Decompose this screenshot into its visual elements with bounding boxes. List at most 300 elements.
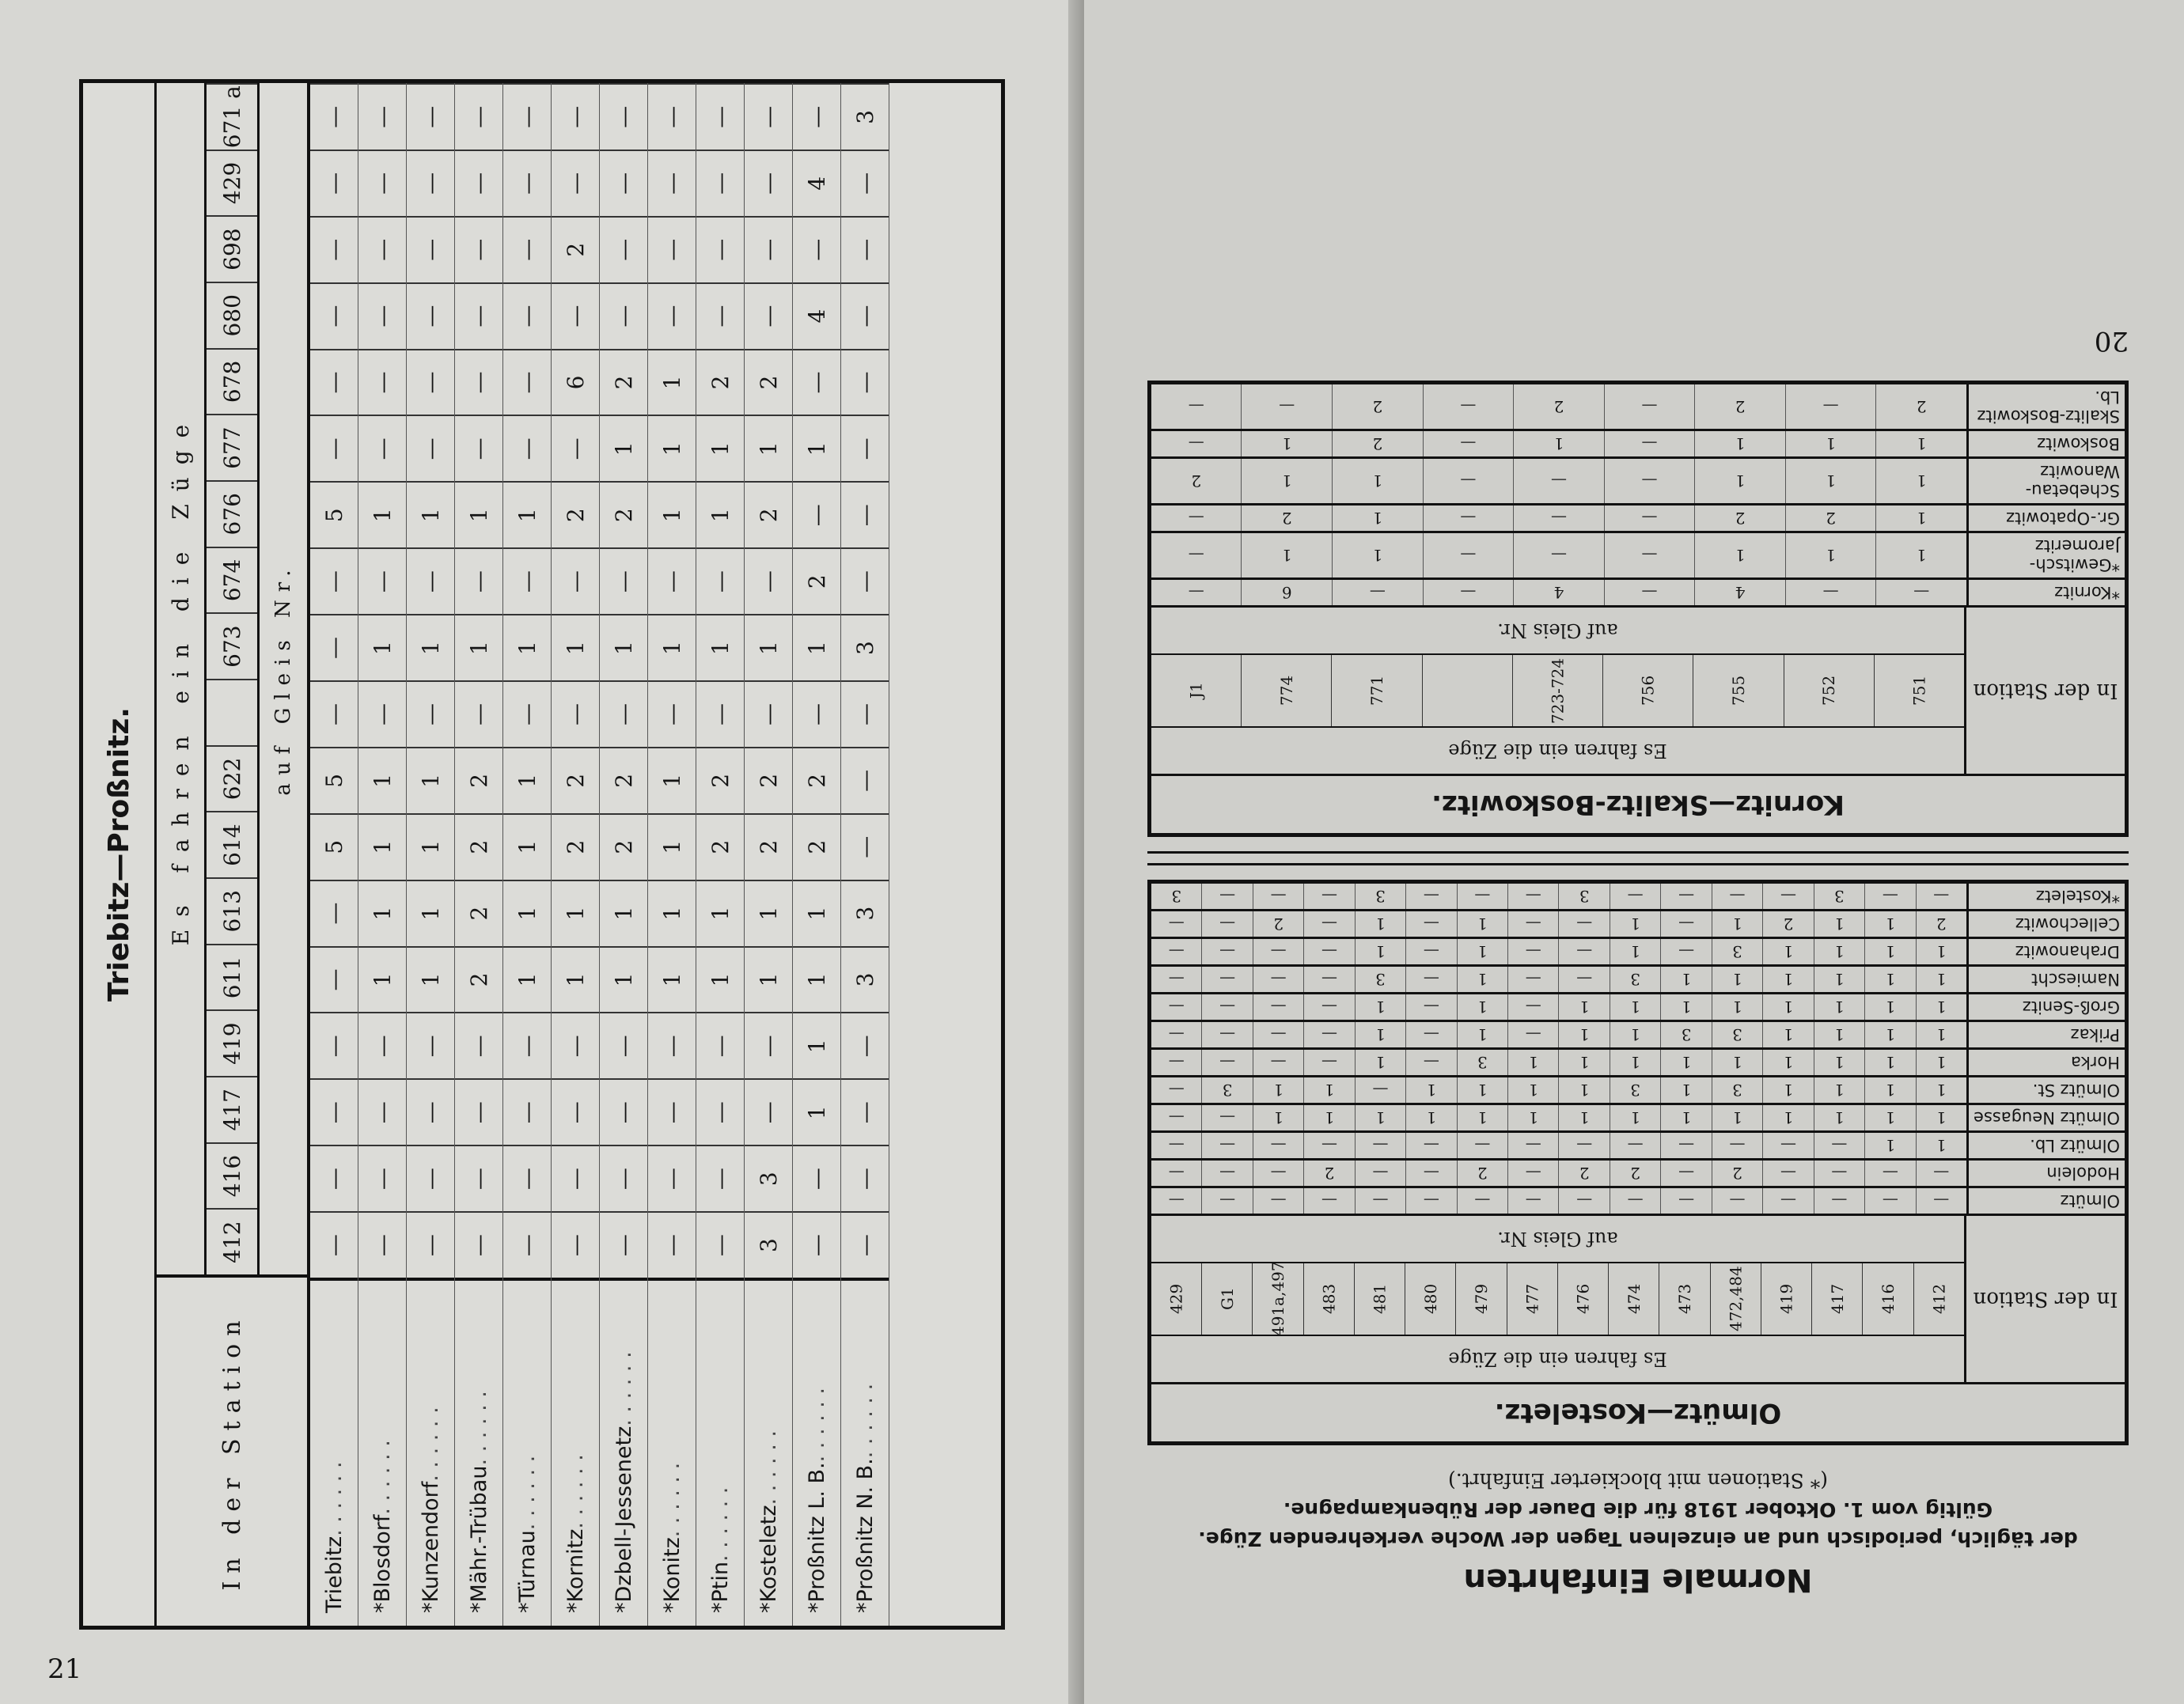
track-cell: — [600,680,647,747]
track-cell: 3 [1355,967,1405,992]
track-cell: — [1660,1133,1711,1158]
track-cell: 1 [1762,994,1813,1020]
track-cell: — [1188,434,1204,453]
track-cell: — [1559,939,1610,964]
track-cell: — [1559,967,1610,992]
train-number: 774 [1241,655,1331,726]
track-cell: — [503,282,551,349]
track-values [1151,939,1966,964]
track-cell: — [1660,1161,1711,1186]
track-cell: 3 [841,880,889,946]
track-cell: — [1253,939,1303,964]
table-row [1151,911,2125,939]
track-cell: 1 [1242,533,1333,577]
track-cell: — [1712,1188,1762,1214]
track-cell: — [1457,1188,1507,1214]
track-cell: 2 [1762,911,1813,937]
track-cell: 1 [1814,1050,1864,1075]
track-cell: 4 [793,150,840,216]
track-cell: 1 [793,415,840,481]
table-row [1151,533,2125,580]
track-cell: 1 [1253,1077,1303,1103]
table-title: Triebitz—Proßnitz. [83,83,157,1626]
train-numbers-row [1151,1263,1964,1335]
track-cell: 1 [1916,1050,1966,1075]
track-cell: — [1168,1164,1185,1183]
train-number: 479 [1456,1263,1507,1335]
track-cell: 1 [1864,1133,1915,1158]
track-cell: — [1168,914,1185,933]
track-cell: 1 [1864,994,1915,1020]
track-cell: — [503,680,551,747]
track-cell: — [696,547,744,614]
track-values [1151,1050,1966,1075]
track-cell: — [1423,431,1514,456]
track-cell: — [1604,533,1695,577]
track-cell: 1 [1762,1050,1813,1075]
track-cell: 1 [503,946,551,1013]
track-cell: 1 [1875,506,1966,531]
track-cell: — [696,83,744,150]
track-cell: — [745,680,792,747]
train-number [207,679,257,745]
table-row [1151,1050,2125,1077]
track-cell: — [793,481,840,547]
track-cell: 3 [1814,884,1864,909]
track-cell: — [841,1012,889,1078]
track-cell: — [696,680,744,747]
train-number: 674 [207,547,257,613]
track-cell: 1 [1712,1105,1762,1130]
track-cell: 1 [1355,1105,1405,1130]
track-cell: 3 [841,614,889,680]
track-cell: — [503,83,551,150]
track-cell: — [455,547,502,614]
track-cell: — [1201,1105,1252,1130]
track-values [1151,506,1966,531]
train-number: 756 [1602,655,1693,726]
track-cell: 2 [1785,506,1876,531]
validity-line: Gültig vom 1. Oktober 1918 für die Dauer der Rübenkampagne. [1283,1498,1993,1521]
track-cell: 1 [1507,1050,1558,1075]
track-cell: 3 [1355,884,1405,909]
table-row [745,83,793,1626]
track-cell: — [648,547,696,614]
track-cell: 1 [1762,1077,1813,1103]
track-cell: — [648,1211,696,1278]
track-cell: 1 [358,747,406,813]
track-cell: — [1423,506,1514,531]
track-cell: — [1916,1188,1966,1214]
track-cell: — [358,349,406,415]
track-cell: — [1405,1161,1456,1186]
station-header: In der Station [1964,1216,2125,1382]
track-cell: 4 [793,282,840,349]
track-cell: 1 [1513,431,1604,456]
track-cell: — [358,282,406,349]
track-cell: — [600,1078,647,1145]
track-cell: 2 [552,216,599,282]
track-cell: 1 [358,614,406,680]
track-cell: 1 [358,481,406,547]
track-cell: 1 [1814,911,1864,937]
train-number: 771 [1331,655,1421,726]
station-name: *Blosdorf . . . [358,1278,406,1626]
track-cell: 1 [1916,1133,1966,1158]
track-cell: — [552,680,599,747]
station-name: *Kosteletz [1966,884,2125,909]
track-cell: 1 [1355,1050,1405,1075]
track-cell: — [841,1145,889,1211]
track-cell: 2 [1303,1161,1354,1186]
station-name: *Kornitz . . . [552,1278,599,1626]
track-cell: 1 [1242,431,1333,456]
track-cell: 1 [696,415,744,481]
track-cell: 4 [1513,580,1604,605]
track-values [1151,884,1966,909]
station-name: *Kosteletz . . . [745,1278,792,1626]
table-row [1151,506,2125,533]
station-name: Cellechowitz [1966,911,2125,937]
track-cell: 3 [1712,1022,1762,1047]
station-name: *Gewitsch-Jaromeritz [1966,533,2125,577]
track-cell: 1 [1875,431,1966,456]
track-cell: 1 [1864,911,1915,937]
track-cell: 1 [648,481,696,547]
track-cell: — [455,349,502,415]
track-cell: — [1303,939,1354,964]
station-name: Gr.-Opatowitz [1966,506,2125,531]
track-cell: — [600,150,647,216]
track-cell: 1 [600,880,647,946]
track-cell: 1 [1814,994,1864,1020]
track-cell: 1 [1785,431,1876,456]
track-cell: — [407,150,454,216]
track-cell: 1 [1559,1105,1610,1130]
track-cell: 6 [1242,580,1333,605]
track-cell: — [1507,1133,1558,1158]
track-cell: — [600,547,647,614]
track-cell: 1 [648,747,696,813]
track-cell: — [1423,580,1514,605]
track-cell: 2 [1916,911,1966,937]
track-cell: — [455,83,502,150]
track-cell: 3 [745,1211,792,1278]
table-row [358,83,407,1626]
table-row [1151,1077,2125,1105]
track-cell: 2 [1191,471,1202,490]
note-line: (* Stationen mit blockierter Einfahrt.) [1448,1469,1828,1492]
track-cell: — [1303,884,1354,909]
track-cell: 1 [358,946,406,1013]
gleis-label: auf Gleis Nr. [1151,608,1964,655]
track-cell: 2 [745,813,792,880]
track-cell: — [1864,1188,1915,1214]
track-cell: — [745,1078,792,1145]
track-cell: 1 [1405,1105,1456,1130]
track-values [1151,384,1966,429]
table-row [1151,1188,2125,1216]
track-cell: 2 [455,946,502,1013]
table-row [1151,580,2125,608]
track-cell: — [1303,994,1354,1020]
station-name: Drahanowitz [1966,939,2125,964]
track-cell: — [1405,911,1456,937]
track-cell: — [1507,967,1558,992]
page-subheading: der täglich, periodisch und an einzelnen Tagen der Woche verkehrenden Züge. [1198,1528,2078,1551]
track-cell: 1 [1660,1077,1711,1103]
track-cell: 2 [455,747,502,813]
track-cell: 1 [696,946,744,1013]
track-cell: — [1168,1191,1185,1210]
track-cell: 1 [407,614,454,680]
track-cell: — [1188,397,1204,416]
track-cell: — [1604,580,1695,605]
track-cell: — [841,216,889,282]
track-cell: — [1253,1188,1303,1214]
track-cell: 1 [696,481,744,547]
track-cell: — [455,150,502,216]
track-cell: 1 [600,946,647,1013]
track-cell: — [1201,911,1252,937]
track-cell: — [1405,939,1456,964]
track-cell: — [1423,384,1514,429]
track-cell: 1 [1507,1077,1558,1103]
train-number: J1 [1186,682,1206,699]
track-cell: 2 [1559,1161,1610,1186]
track-cell: — [1712,884,1762,909]
track-cell: — [1559,1133,1610,1158]
track-cell: 2 [1712,1161,1762,1186]
track-cell: — [1253,994,1303,1020]
track-cell: 1 [407,880,454,946]
track-cell: 3 [745,1145,792,1211]
track-values [1151,1105,1966,1130]
track-cell: 1 [503,880,551,946]
table-row [503,83,552,1626]
track-cell: 2 [600,813,647,880]
track-cell: 3 [841,946,889,1013]
station-name: *Kornitz [1966,580,2125,605]
track-cell: 1 [1814,1077,1864,1103]
track-cell: 5 [310,813,358,880]
track-cell: — [1660,1188,1711,1214]
track-cell: — [793,83,840,150]
train-number: 416 [207,1142,257,1209]
track-cell: 1 [1694,459,1785,503]
track-cell: — [841,1078,889,1145]
track-cell: — [552,83,599,150]
track-cell: 1 [407,747,454,813]
track-cell: 1 [745,880,792,946]
train-number: 613 [207,877,257,944]
track-cell: 1 [1762,1022,1813,1047]
track-cell: — [1303,1188,1354,1214]
track-cell: — [1303,1050,1354,1075]
track-cell: — [1201,939,1252,964]
track-cell: — [1168,1136,1185,1155]
track-cell: 1 [552,880,599,946]
group-label: Es fahren ein die Züge [1151,1335,1964,1382]
track-cell: — [1253,1161,1303,1186]
track-cell: — [1660,884,1711,909]
track-cell: — [600,1211,647,1278]
track-cell: — [1814,1188,1864,1214]
track-cell: 1 [455,614,502,680]
track-cell: — [503,1078,551,1145]
track-cell: 5 [310,747,358,813]
train-number: 673 [207,612,257,679]
track-cell: — [648,1145,696,1211]
train-number: 676 [207,480,257,547]
track-cell: — [407,216,454,282]
track-cell: — [1355,1161,1405,1186]
track-cell: 1 [1864,939,1915,964]
track-cell: 1 [1457,967,1507,992]
left-page [0,0,1084,1704]
track-cell: — [310,614,358,680]
track-cell: 1 [745,946,792,1013]
track-cell: — [1253,1022,1303,1047]
train-number: 476 [1557,1263,1608,1335]
track-cell: 1 [455,481,502,547]
track-cell: — [793,216,840,282]
track-cell: 1 [503,481,551,547]
track-cell: 1 [745,415,792,481]
track-cell: 4 [1694,580,1785,605]
track-cell: — [1253,967,1303,992]
track-cell: — [455,282,502,349]
track-cell: 1 [793,614,840,680]
train-number: 723-724 [1512,655,1602,726]
track-cell: — [696,150,744,216]
track-cell: — [1168,1081,1185,1100]
track-cell: — [1604,459,1695,503]
track-cell: 2 [552,747,599,813]
track-cell: — [503,547,551,614]
track-cell: — [745,282,792,349]
track-cell: 1 [1814,1022,1864,1047]
double-rule [1147,851,2129,865]
track-cell: 2 [745,349,792,415]
track-cell: 3 [1660,1022,1711,1047]
track-cell: 1 [552,614,599,680]
group-label: Es fahren ein die Züge [157,83,207,1274]
group-label: Es fahren ein die Züge [1151,726,1964,774]
track-cell: 2 [793,547,840,614]
track-cell: — [407,680,454,747]
track-cell: 1 [1864,1022,1915,1047]
track-cell: 3 [1457,1050,1507,1075]
track-cell: — [1507,911,1558,937]
track-cell: — [1814,1161,1864,1186]
table-row [1151,1133,2125,1161]
track-cell: — [503,150,551,216]
station-name: Prikaz [1966,1022,2125,1047]
track-cell: — [407,1145,454,1211]
track-cell: 1 [648,946,696,1013]
table-row [1151,459,2125,506]
track-cell: — [1201,1050,1252,1075]
track-cell: 3 [1712,939,1762,964]
track-cell: 1 [1785,459,1876,503]
track-cell: 1 [793,946,840,1013]
train-number: 429 [207,150,257,216]
track-cell: 1 [648,349,696,415]
track-cell: — [1405,1188,1456,1214]
track-cell: — [1168,1053,1185,1072]
track-cell: 1 [1660,1050,1711,1075]
track-cell: 1 [1864,1105,1915,1130]
track-cell: — [552,1012,599,1078]
track-cell: 1 [1610,911,1660,937]
track-cell: — [745,150,792,216]
track-cell: 1 [648,415,696,481]
track-cell: — [600,282,647,349]
track-cell: 1 [358,813,406,880]
track-cell: — [358,680,406,747]
track-values [1151,967,1966,992]
track-cell: 1 [1242,459,1333,503]
track-cell: 1 [600,415,647,481]
track-cell: — [552,1145,599,1211]
track-cell: — [648,83,696,150]
track-cell: 1 [696,880,744,946]
train-number: 611 [207,944,257,1010]
track-cell: 2 [1332,384,1423,429]
track-cell: — [1513,506,1604,531]
track-cell: — [1916,1161,1966,1186]
track-cell: 1 [1405,1077,1456,1103]
track-values [1151,1188,1966,1214]
track-cell: — [648,282,696,349]
track-cell: 2 [696,349,744,415]
station-header: In der Station [157,1274,307,1626]
track-cell: 1 [1785,533,1876,577]
station-name: *Ptin . . . [696,1278,744,1626]
track-cell: — [310,680,358,747]
track-cell: — [407,415,454,481]
station-name: *Dzbell-Jessenetz . . . [600,1278,647,1626]
track-cell: — [841,349,889,415]
train-number: 417 [1811,1263,1862,1335]
track-cell: — [1201,884,1252,909]
station-name: *Kunzendorf . . . [407,1278,454,1626]
track-cell: — [1168,1025,1185,1044]
track-cell: — [841,1211,889,1278]
track-cell: 1 [503,747,551,813]
track-cell: — [1559,1188,1610,1214]
track-cell: 1 [503,614,551,680]
table-row [1151,939,2125,967]
track-cell: 1 [407,813,454,880]
olmuetz-kosteletz-table [1147,880,2129,1445]
train-number: 429 [1166,1283,1186,1315]
page-number: 20 [2094,325,2129,357]
track-cell: — [1785,580,1876,605]
gleis-label: auf Gleis Nr. [1151,1216,1964,1263]
track-cell: — [552,1078,599,1145]
track-cell: — [1610,1133,1660,1158]
train-number: 416 [1863,1263,1913,1335]
track-cell: — [793,1145,840,1211]
table-row [600,83,648,1626]
track-cell: — [1303,911,1354,937]
track-cell: 1 [1814,1105,1864,1130]
track-cell: — [1604,506,1695,531]
track-cell: — [1168,998,1185,1017]
track-cell: — [1610,884,1660,909]
